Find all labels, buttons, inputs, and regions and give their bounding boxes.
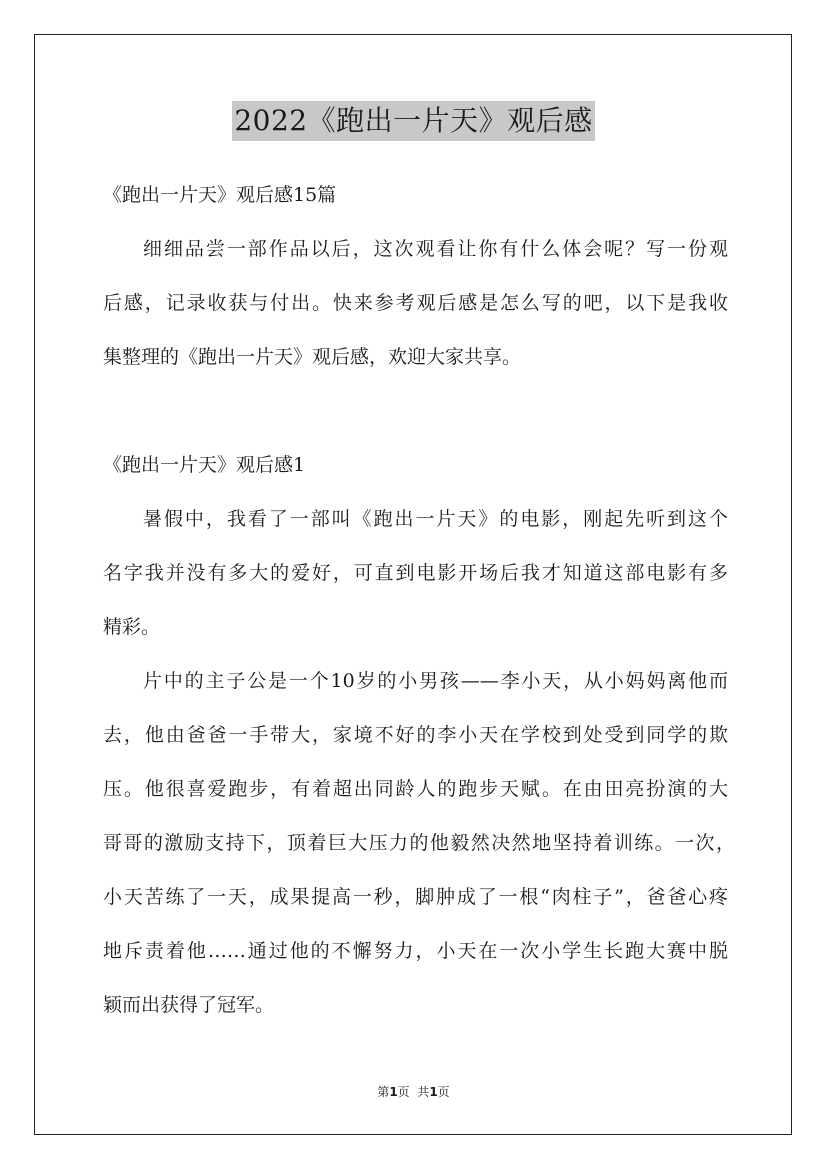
document-subtitle: 《跑出一片天》观后感15篇 [103, 184, 337, 206]
paragraph1-line-3: 精彩。 [103, 616, 161, 638]
paragraph2-line-5: 小天苦练了一天，成果提高一秒，脚肿成了一根“肉柱子”，爸爸心疼 [103, 886, 728, 908]
intro-line-2: 后感，记录收获与付出。快来参考观后感是怎么写的吧，以下是我收 [103, 292, 728, 314]
footer-page-mid: 页 共 [397, 1085, 430, 1099]
title-container [0, 101, 827, 141]
footer-page-total: 1 [429, 1085, 438, 1099]
footer-page-prefix: 第 [377, 1085, 390, 1099]
paragraph2-line-4: 哥哥的激励支持下，顶着巨大压力的他毅然决然地坚持着训练。一次， [103, 832, 735, 854]
intro-line-3: 集整理的《跑出一片天》观后感，欢迎大家共享。 [103, 346, 522, 368]
paragraph2-line-7: 颖而出获得了冠军。 [103, 994, 275, 1016]
paragraph1-line-1: 暑假中，我看了一部叫《跑出一片天》的电影，刚起先听到这个 [143, 508, 728, 530]
paragraph2-line-3: 压。他很喜爱跑步，有着超出同龄人的跑步天赋。在由田亮扮演的大 [103, 778, 728, 800]
paragraph2-line-2: 去，他由爸爸一手带大，家境不好的李小天在学校到处受到同学的欺 [103, 724, 728, 746]
paragraph2-line-6: 地斥责着他……通过他的不懈努力，小天在一次小学生长跑大赛中脱 [103, 940, 728, 962]
page-footer [0, 1083, 827, 1100]
paragraph1-line-2: 名字我并没有多大的爱好，可直到电影开场后我才知道这部电影有多 [103, 562, 728, 584]
footer-page-current: 1 [389, 1085, 398, 1099]
intro-line-1: 细细品尝一部作品以后，这次观看让你有什么体会呢？写一份观 [143, 238, 728, 260]
footer-page-suffix: 页 [437, 1085, 450, 1099]
paragraph2-line-1: 片中的主子公是一个10岁的小男孩——李小天，从小妈妈离他而 [143, 670, 728, 692]
section-heading: 《跑出一片天》观后感1 [103, 454, 306, 476]
document-title: 2022《跑出一片天》观后感 [232, 101, 594, 141]
